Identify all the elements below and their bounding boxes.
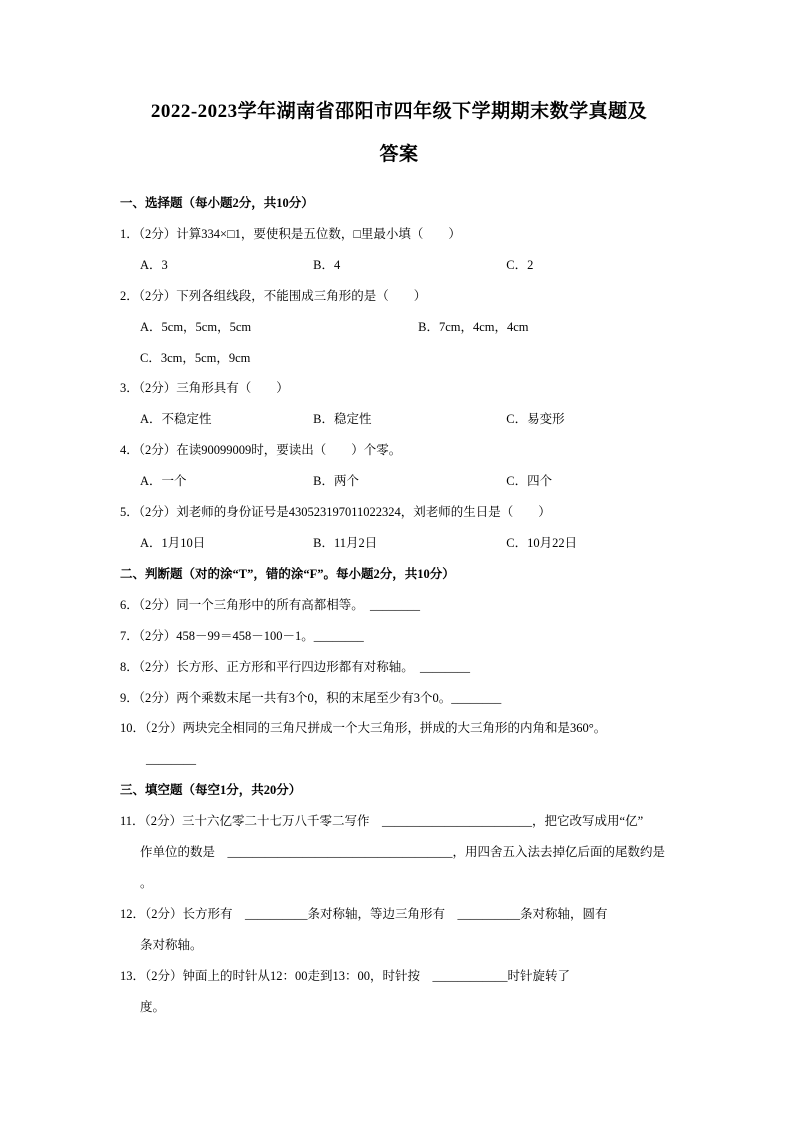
question-4-stem: 4．（2分）在读90099009时，要读出（ ）个零。 xyxy=(120,443,402,458)
question-12-line-2: 条对称轴。 xyxy=(140,937,203,952)
question-5-stem: 5．（2分）刘老师的身份证号是430523197011022324，刘老师的生日是（ ） xyxy=(120,505,551,520)
question-13-line-1: 13．（2分）钟面上的时针从12：00走到13：00，时针按 ____________时针旋转了 xyxy=(120,968,571,983)
question-2-options-row-1 xyxy=(120,312,678,343)
page-title xyxy=(120,90,678,176)
question-1-option-b: B．4 xyxy=(313,257,341,272)
question-8: 8．（2分）长方形、正方形和平行四边形都有对称轴。 ________ xyxy=(120,659,471,674)
question-4-option-a: A．一个 xyxy=(140,474,187,489)
question-6: 6．（2分）同一个三角形中的所有高都相等。 ________ xyxy=(120,597,421,612)
question-12-line-1: 12．（2分）长方形有 __________条对称轴，等边三角形有 __________条对称轴，圆有 xyxy=(120,906,608,921)
section-multiple-choice xyxy=(120,188,678,559)
question-2-option-b: B．7cm，4cm，4cm xyxy=(418,319,529,334)
section-fill-in-blank xyxy=(120,775,678,1022)
question-5-option-b: B．11月2日 xyxy=(313,535,378,550)
question-3-option-b: B．稳定性 xyxy=(313,412,372,427)
question-3-option-a: A．不稳定性 xyxy=(140,412,212,427)
question-7: 7．（2分）458－99＝458－100－1。________ xyxy=(120,628,364,643)
question-3-option-c: C．易变形 xyxy=(506,412,565,427)
question-2-option-a: A．5cm，5cm，5cm xyxy=(140,319,252,334)
question-4-option-b: B．两个 xyxy=(313,474,359,489)
question-11-line-3: 。 xyxy=(140,875,153,890)
question-3-options xyxy=(120,404,678,435)
question-10-line-1: 10．（2分）两块完全相同的三角尺拼成一个大三角形，拼成的大三角形的内角和是360°。 xyxy=(120,721,607,736)
question-4-option-c: C．四个 xyxy=(506,474,553,489)
section-3-heading: 三、填空题（每空1分，共20分） xyxy=(120,783,302,798)
question-9: 9．（2分）两个乘数末尾一共有3个0，积的末尾至少有3个0。________ xyxy=(120,690,502,705)
question-1-options xyxy=(120,250,678,281)
question-10-answer-blank: ________ xyxy=(146,752,196,767)
question-5-option-a: A．1月10日 xyxy=(140,535,206,550)
question-4-options xyxy=(120,466,678,497)
question-1-stem: 1．（2分）计算334×□1，要使积是五位数，□里最小填（ ） xyxy=(120,226,461,241)
question-2-option-c: C．3cm，5cm，9cm xyxy=(140,350,251,365)
section-1-heading: 一、选择题（每小题2分，共10分） xyxy=(120,196,314,210)
question-3-stem: 3．（2分）三角形具有（ ） xyxy=(120,381,289,396)
question-11-line-2: 作单位的数是 ____________________________________，用四舍五入法去掉亿后面的尾数约是 xyxy=(140,845,666,860)
question-5-option-c: C．10月22日 xyxy=(506,535,578,550)
question-13-line-2: 度。 xyxy=(140,999,166,1014)
question-2-stem: 2．（2分）下列各组线段，不能围成三角形的是（ ） xyxy=(120,288,427,303)
question-1-option-a: A．3 xyxy=(140,257,168,272)
section-true-false xyxy=(120,559,678,775)
section-2-heading: 二、判断题（对的涂“T”，错的涂“F”。每小题2分，共10分） xyxy=(120,566,455,581)
question-11-line-1: 11．（2分）三十六亿零二十七万八千零二写作 ________________________，把它改写成用“亿” xyxy=(120,814,644,829)
page-title-line-1: 2022-2023学年湖南省邵阳市四年级下学期期末数学真题及 xyxy=(150,101,648,122)
question-1-option-c: C．2 xyxy=(506,257,534,272)
question-5-options xyxy=(120,528,678,559)
question-2-options-row-2 xyxy=(120,343,678,374)
page-title-line-2: 答案 xyxy=(379,144,419,165)
